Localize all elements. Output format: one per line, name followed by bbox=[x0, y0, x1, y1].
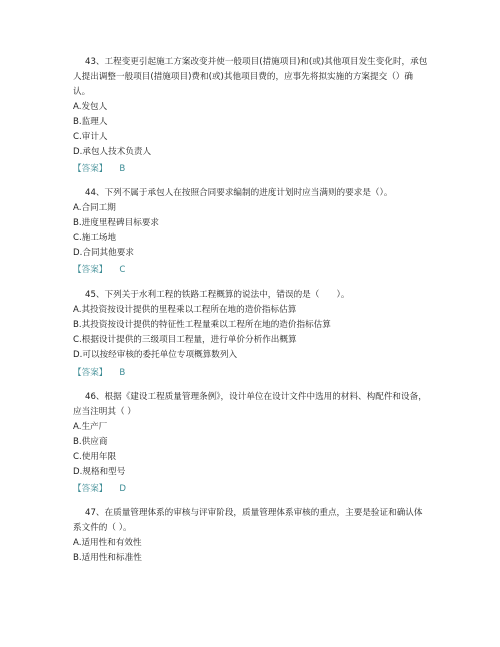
option-a: A.其投资按设计提供的里程乘以工程所在地的造价指标估算 bbox=[73, 305, 297, 315]
stem-line: 46、根据《建设工程质量管理条例》，设计单位在设计文件中选用的材料、构配件和设备， bbox=[85, 392, 427, 402]
answer-45 bbox=[73, 366, 125, 381]
option-a: A.生产厂 bbox=[73, 422, 108, 432]
question-44 bbox=[73, 186, 433, 261]
option-b: B.适用性和标准性 bbox=[73, 553, 142, 563]
question-stem bbox=[73, 288, 433, 303]
answer-value: B bbox=[119, 368, 126, 378]
option-c: C.施工场地 bbox=[73, 233, 117, 243]
option-b: B.其投资按设计提供的特征性工程量乘以工程所在地的造价指标估算 bbox=[73, 320, 331, 330]
option-c: C.根据设计提供的三级项目工程量，进行单价分析作出概算 bbox=[73, 335, 297, 345]
option-a: A.发包人 bbox=[73, 102, 108, 112]
answer-label: 【答案】 bbox=[73, 368, 108, 378]
stem-line: 认。 bbox=[73, 87, 91, 97]
option-d: D.合同其他要求 bbox=[73, 248, 134, 258]
answer-value: C bbox=[119, 265, 126, 275]
option-a: A.合同工期 bbox=[73, 203, 116, 213]
answer-44 bbox=[73, 263, 125, 278]
stem-line: 系文件的（ ）。 bbox=[73, 523, 132, 533]
option-c: C.审计人 bbox=[73, 132, 108, 142]
option-b: B.供应商 bbox=[73, 437, 108, 447]
answer-label: 【答案】 bbox=[73, 265, 108, 275]
answer-46 bbox=[73, 482, 126, 497]
answer-label: 【答案】 bbox=[73, 484, 108, 494]
option-b: B.监理人 bbox=[73, 117, 108, 127]
option-c: C.使用年限 bbox=[73, 452, 117, 462]
option-d: D.规格和型号 bbox=[73, 467, 126, 477]
option-b: B.进度里程碑目标要求 bbox=[73, 218, 159, 228]
answer-value: B bbox=[119, 164, 126, 174]
stem-line: 44、下列不属于承包人在按照合同要求编制的进度计划时应当满则的要求是（）。 bbox=[85, 188, 393, 198]
option-d: D.可以按经审核的委托单位专项概算数列入 bbox=[73, 350, 238, 360]
question-stem bbox=[73, 55, 433, 100]
stem-line: 47、在质量管理体系的审核与评审阶段，质量管理体系审核的重点，主要是验证和确认体 bbox=[85, 508, 423, 518]
stem-line: 人提出调整一般项目(措施项目)费和(或)其他项目费的，应事先将拟实施的方案提交（）确 bbox=[73, 72, 413, 82]
answer-label: 【答案】 bbox=[73, 164, 108, 174]
stem-line: 43、工程变更引起施工方案改变并使一般项目(措施项目)和(或)其他项目发生变化时，承包 bbox=[85, 57, 428, 67]
stem-line: 45、下列关于水利工程的铁路工程概算的说法中，错误的是（ ）。 bbox=[85, 290, 350, 300]
question-stem bbox=[73, 186, 433, 201]
question-46 bbox=[73, 390, 433, 480]
question-47 bbox=[73, 506, 433, 566]
stem-line: 应当注明其（ ） bbox=[73, 407, 136, 417]
question-stem bbox=[73, 506, 433, 536]
option-d: D.承包人技术负责人 bbox=[73, 147, 152, 157]
option-a: A.适用性和有效性 bbox=[73, 538, 142, 548]
answer-43 bbox=[73, 162, 125, 177]
question-45 bbox=[73, 288, 433, 363]
question-stem bbox=[73, 390, 433, 420]
question-43 bbox=[73, 55, 433, 160]
answer-value: D bbox=[119, 484, 127, 494]
